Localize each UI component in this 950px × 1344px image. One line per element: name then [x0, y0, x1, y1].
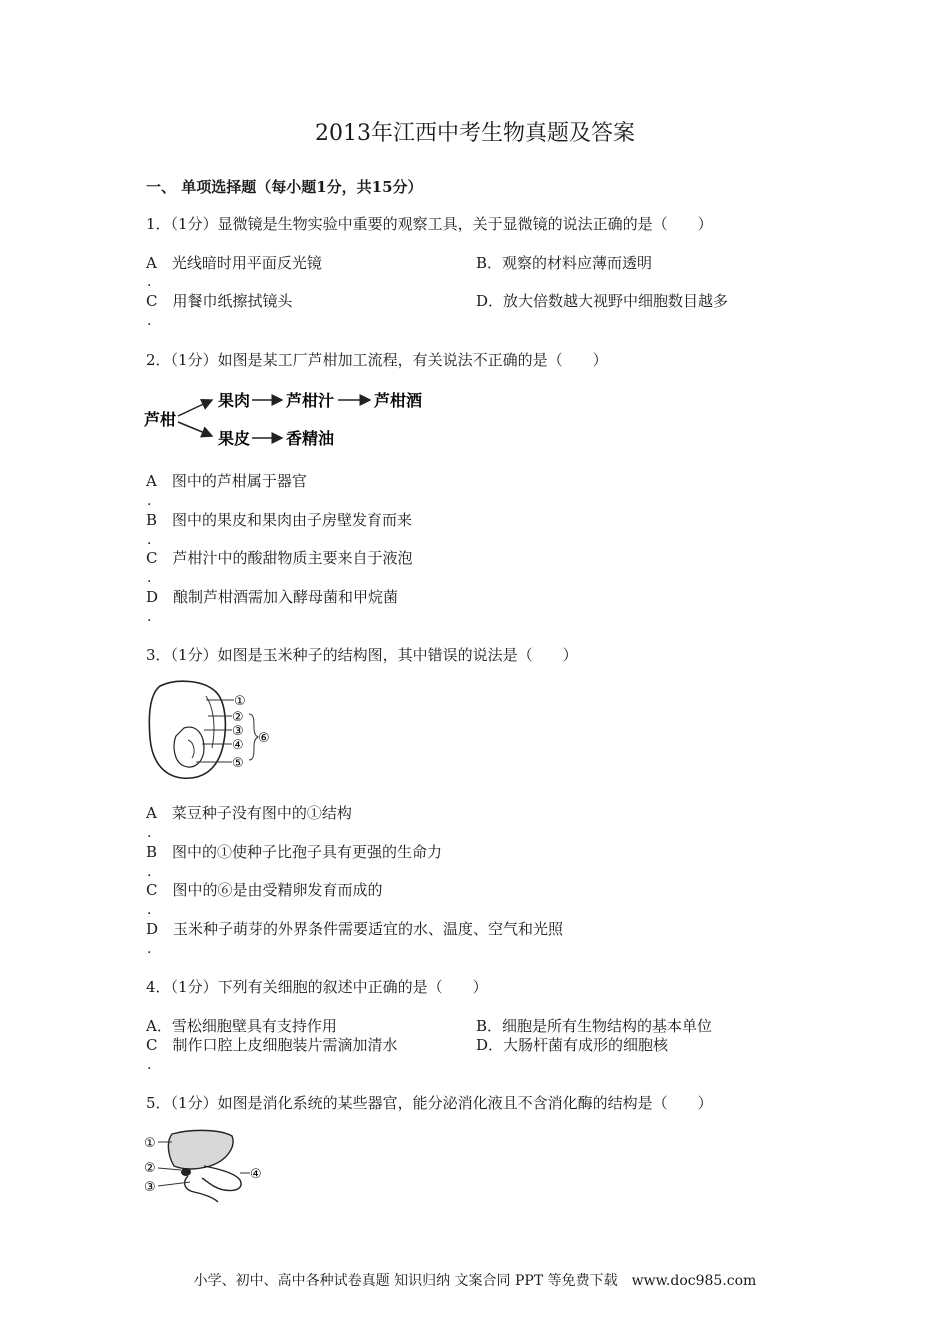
organ-label-3: ③	[144, 1180, 156, 1195]
option-dot: .	[147, 532, 152, 548]
seed-label-6: ⑥	[258, 731, 270, 746]
embryo-outline	[174, 727, 204, 767]
seed-label-5: ⑤	[232, 756, 244, 771]
option-dot: .	[147, 313, 152, 329]
question-4-stem: 4．（1分）下列有关细胞的叙述中正确的是（ ）	[146, 978, 488, 996]
arrow	[178, 400, 212, 416]
q3-option-c: C 图中的⑥是由受精卵发育而成的	[146, 881, 383, 899]
diagram-root-label: 芦柑	[144, 410, 177, 429]
option-dot: .	[147, 902, 152, 918]
gallbladder-shape	[181, 1168, 191, 1176]
option-dot: .	[147, 570, 152, 586]
corn-seed-diagram	[146, 678, 276, 788]
citrus-process-diagram	[140, 382, 440, 452]
diagram-label-pulp: 果肉	[218, 391, 251, 410]
question-1-stem: 1．（1分）显微镜是生物实验中重要的观察工具，关于显微镜的说法正确的是（ ）	[146, 215, 713, 233]
q3-option-d: D 玉米种子萌芽的外界条件需要适宜的水、温度、空气和光照	[146, 920, 564, 938]
q4-option-b: B．细胞是所有生物结构的基本单位	[476, 1017, 713, 1035]
stomach-shape	[202, 1166, 241, 1191]
q1-option-a: A 光线暗时用平面反光镜	[146, 254, 322, 272]
option-dot: .	[147, 609, 152, 625]
seed-inner-line	[206, 696, 214, 748]
q2-option-b: B 图中的果皮和果肉由子房壁发育而来	[146, 511, 413, 529]
q4-option-a: A．雪松细胞壁具有支持作用	[146, 1017, 337, 1035]
q1-option-d: D．放大倍数越大视野中细胞数目越多	[476, 292, 729, 310]
q1-option-b: B．观察的材料应薄而透明	[476, 254, 653, 272]
seed-label-3: ③	[232, 724, 244, 739]
page-footer: 小学、初中、高中各种试卷真题 知识归纳 文案合同 PPT 等免费下载 www.doc985.com	[193, 1273, 757, 1289]
liver-shape	[168, 1130, 233, 1169]
q1-option-c: C 用餐巾纸擦拭镜头	[146, 292, 293, 310]
organ-label-2: ②	[144, 1161, 156, 1176]
arrow	[178, 422, 212, 436]
diagram-label-oil: 香精油	[286, 429, 335, 448]
organ-label-4: ④	[250, 1167, 262, 1182]
page-title: 2013年江西中考生物真题及答案	[315, 121, 635, 146]
option-dot: .	[147, 274, 152, 290]
organ-label-1: ①	[144, 1136, 156, 1151]
embryo-detail	[188, 740, 194, 758]
question-5-stem: 5．（1分）如图是消化系统的某些器官，能分泌消化液且不含消化酶的结构是（ ）	[146, 1094, 713, 1112]
option-dot: .	[147, 825, 152, 841]
section-heading: 一、 单项选择题（每小题1分，共15分）	[146, 178, 423, 196]
q4-option-d: D．大肠杆菌有成形的细胞核	[476, 1036, 669, 1054]
option-dot: .	[147, 864, 152, 880]
label-line	[158, 1168, 181, 1170]
diagram-label-peel: 果皮	[218, 429, 251, 448]
digestive-organs-diagram	[144, 1126, 274, 1206]
q2-option-d: D 酿制芦柑酒需加入酵母菌和甲烷菌	[146, 588, 399, 606]
intestine-shape	[185, 1176, 218, 1202]
diagram-label-juice: 芦柑汁	[286, 391, 335, 410]
seed-brace	[249, 714, 258, 760]
seed-label-4: ④	[232, 738, 244, 753]
question-3-stem: 3．（1分）如图是玉米种子的结构图，其中错误的说法是（ ）	[146, 646, 578, 664]
seed-label-2: ②	[232, 710, 244, 725]
q3-option-b: B 图中的①使种子比孢子具有更强的生命力	[146, 843, 443, 861]
option-dot: .	[147, 1057, 152, 1073]
q2-option-a: A 图中的芦柑属于器官	[146, 472, 307, 490]
q3-option-a: A 菜豆种子没有图中的①结构	[146, 804, 352, 822]
diagram-label-wine: 芦柑酒	[374, 391, 423, 410]
q2-option-c: C 芦柑汁中的酸甜物质主要来自于液泡	[146, 549, 413, 567]
seed-label-1: ①	[234, 694, 246, 709]
option-dot: .	[147, 941, 152, 957]
question-2-stem: 2．（1分）如图是某工厂芦柑加工流程，有关说法不正确的是（ ）	[146, 351, 608, 369]
option-dot: .	[147, 493, 152, 509]
q4-option-c: C 制作口腔上皮细胞装片需滴加清水	[146, 1036, 398, 1054]
